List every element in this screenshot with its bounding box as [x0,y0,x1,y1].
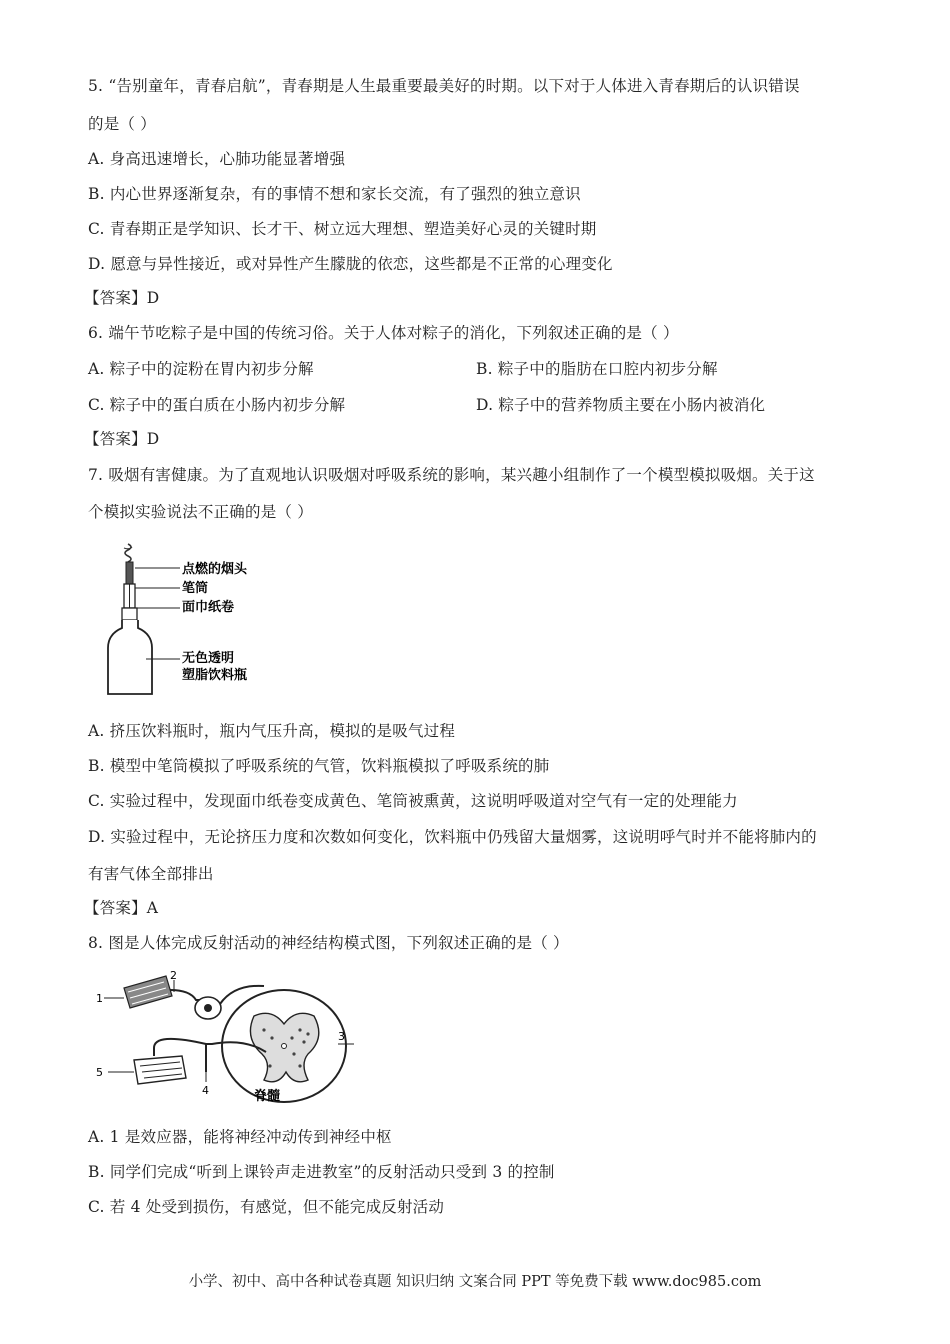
q6-option-c: C. 粽子中的蛋白质在小肠内初步分解 [88,396,346,414]
label-plastic-bottle: 塑脂饮料瓶 [182,668,248,683]
q7-option-d: D. 实验过程中，无论挤压力度和次数如何变化，饮料瓶中仍残留大量烟雾，这说明呼气时并不能将肺内的 [88,828,817,846]
q5-option-a: A. 身高迅速增长，心肺功能显著增强 [88,150,346,168]
q5-option-c: C. 青春期正是学知识、长才干、树立远大理想、塑造美好心灵的关键时期 [88,220,597,238]
q5-stem-cont: 的是（ ） [88,115,156,133]
q5-stem: 5. “告别童年，青春启航”，青春期是人生最重要最美好的时期。以下对于人体进入青春期后的认识错误 [88,77,800,95]
q5-option-b: B. 内心世界逐渐复杂，有的事情不想和家长交流，有了强烈的独立意识 [88,185,581,203]
q6-option-d: D. 粽子中的营养物质主要在小肠内被消化 [476,396,766,414]
label-5: 5 [96,1066,103,1079]
label-pen-tube: 笔筒 [182,581,209,596]
q5-answer: 【答案】D [84,289,160,307]
label-2: 2 [170,969,177,982]
q7-stem-cont: 个模拟实验说法不正确的是（ ） [88,503,313,521]
label-lit-cigarette: 点燃的烟头 [182,562,248,577]
label-1: 1 [96,992,103,1005]
q6-option-b: B. 粽子中的脂肪在口腔内初步分解 [476,360,718,378]
q8-option-b: B. 同学们完成“听到上课铃声走进教室”的反射活动只受到 3 的控制 [88,1163,555,1181]
q8-option-a: A. 1 是效应器，能将神经冲动传到神经中枢 [88,1128,392,1146]
label-3: 3 [338,1030,345,1043]
q7-option-a: A. 挤压饮料瓶时，瓶内气压升高，模拟的是吸气过程 [88,722,456,740]
q8-option-c: C. 若 4 处受到损伤，有感觉，但不能完成反射活动 [88,1198,445,1216]
label-tissue-roll: 面巾纸卷 [182,600,235,615]
q5-option-d: D. 愿意与异性接近，或对异性产生朦胧的依恋，这些都是不正常的心理变化 [88,255,613,273]
label-transparent: 无色透明 [182,651,235,666]
q8-stem: 8. 图是人体完成反射活动的神经结构模式图，下列叙述正确的是（ ） [88,934,569,952]
q6-stem: 6. 端午节吃粽子是中国的传统习俗。关于人体对粽子的消化，下列叙述正确的是（ ） [88,324,679,342]
label-spinal-cord: 脊髓 [254,1089,281,1104]
q7-option-b: B. 模型中笔筒模拟了呼吸系统的气管，饮料瓶模拟了呼吸系统的肺 [88,757,550,775]
q7-answer: 【答案】A [84,899,159,917]
label-4: 4 [202,1084,209,1097]
reflex-arc-figure [94,968,356,1106]
q6-option-a: A. 粽子中的淀粉在胃内初步分解 [88,360,314,378]
q7-option-d-cont: 有害气体全部排出 [88,865,214,883]
q7-option-c: C. 实验过程中，发现面巾纸卷变成黄色、笔筒被熏黄，这说明呼吸道对空气有一定的处理能力 [88,792,738,810]
page-footer: 小学、初中、高中各种试卷真题 知识归纳 文案合同 PPT 等免费下载 www.doc985.com [188,1274,762,1290]
smoking-model-figure [100,538,280,700]
q6-answer: 【答案】D [84,430,160,448]
q7-stem: 7. 吸烟有害健康。为了直观地认识吸烟对呼吸系统的影响，某兴趣小组制作了一个模型模拟吸烟。关于这 [88,466,815,484]
